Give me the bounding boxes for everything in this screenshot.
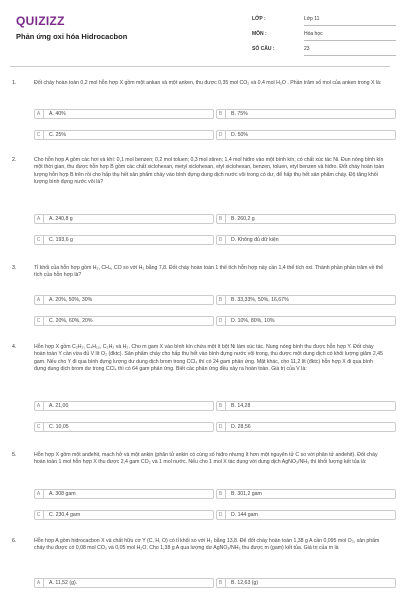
option-b[interactable]: B B. 12,63 (g) xyxy=(216,578,388,588)
question-text: Hỗn hợp X gồm một anđehit, mạch hở và một ankin (phân tử ankin có cùng số hiđro nhưng ít hơn một nguyên tử C so với phân tử anđehit). Đốt cháy hoàn toàn 1 mol hỗn hợp X thu được 2,4 gam CO₂ và 1 mol nước. Nếu cho 1 mol X tác dụng với dung dịch AgNO₃/NH₃ thì khối lượng kết tủa là: xyxy=(34,452,378,466)
question-number: 3. xyxy=(12,265,17,271)
option-d[interactable]: D D. Không đủ dữ kiện xyxy=(216,235,388,245)
question-text: Hỗn hợp A gồm hidrocacbon X và chất hữu cơ Y (C, H, O) có tỉ khối so với H₂ bằng 13,8. Để đốt cháy hoàn toàn 1,38 g A cần 0,095 mol O₂, sản phẩm cháy thu được có 0,08 mol CO₂ và 0,05 mol H₂O. Cho 1,38 g A qua lượng dư AgNO₃/NH₃ thu được m (gam) kết tủa. Giá trị của m là xyxy=(34,538,380,552)
option-a[interactable]: A A. 11,52 (g). xyxy=(34,578,206,588)
question-text: Cho hỗn hợp A gồm các hơi và khí: 0,1 mol benzen; 0,2 mol toluen; 0,3 mol stiren; 1,4 mol hiđro vào một bình kín, có chất xúc tác Ni. Đun nóng bình kín một thời gian, thu được hỗn hợp B gồm các chất xiclohexan, metyl xiclohexan, etyl xiclohexan, benzen, toluen, etyl benzen và hiđro. Đốt cháy hoàn toàn lượng hỗn hợp B trên rồi cho hấp thụ hết sản phẩm cháy vào bình đựng dung dịch nước vôi trong có dư, để hấp thụ hết sản phẩm cháy. Độ tăng khối lượng bình đựng nước vôi là? xyxy=(34,157,385,186)
question-number: 1. xyxy=(12,80,17,86)
question-number: 5. xyxy=(12,452,17,458)
option-a[interactable]: A A. 40% xyxy=(34,109,206,119)
meta-key: SỐ CÂU : xyxy=(252,46,275,52)
option-a[interactable]: A A. 308 gam xyxy=(34,489,206,499)
question-number: 4. xyxy=(12,344,17,350)
option-c[interactable]: C C. 193,6 g xyxy=(34,235,206,245)
question-text: Tỉ khối của hỗn hợp gồm H₂, CH₄, CO so với H₂ bằng 7,8. Đốt cháy hoàn toàn 1 thể tích hỗn hợp này cần 1,4 thể tích oxi. Thành phần phần trăm về thể tích của hỗn hợp là? xyxy=(34,265,384,279)
option-c[interactable]: C C. 230,4 gam xyxy=(34,510,206,520)
option-b[interactable]: B B. 260,2 g xyxy=(216,214,388,224)
meta-value: Lớp 11 xyxy=(304,16,320,22)
question-number: 2. xyxy=(12,157,17,163)
meta-underline xyxy=(304,40,396,41)
option-a[interactable]: A A. 20%, 50%, 30% xyxy=(34,295,206,305)
option-b[interactable]: B B. 33,33%, 50%, 16,67% xyxy=(216,295,388,305)
option-c[interactable]: C C. 10,05 xyxy=(34,422,206,432)
meta-key: MÔN : xyxy=(252,31,267,37)
worksheet-header xyxy=(0,0,400,62)
question-number: 6. xyxy=(12,538,17,544)
meta-value: 23 xyxy=(304,46,310,52)
worksheet-title: Phản ứng oxi hóa Hidrocacbon xyxy=(16,32,128,41)
question-text: Hỗn hợp X gồm C₂H₂, C₄H₁₀, C₂H₂ và H₂. Cho m gam X vào bình kín chứa một ít bột Ni làm xúc tác. Nung nóng bình thu được hỗn hợp Y. Đốt cháy hoàn toàn Y cần vừa đủ V lít O₂ (đktc). Sản phẩm cháy cho hấp thụ hết vào bình đựng nước vôi trong, thu được một dung dịch có khối lượng giảm 2,45 gam. Nếu cho Y đi qua bình đựng lượng dư dung dịch brom trong CCl₄ thì có 24 gam phản ứng. Mặt khác, cho 11,2 lít (đktc) hỗn hợp X đi qua bình đựng dung dịch brom dư trong CCl₄ thì có 64 gam phản ứng. Biết các phản ứng đều xảy ra hoàn toàn. Giá trị của V là: xyxy=(34,344,383,373)
option-d[interactable]: D D. 50% xyxy=(216,130,388,140)
option-d[interactable]: D D. 28,56 xyxy=(216,422,388,432)
meta-underline xyxy=(304,25,396,26)
option-a[interactable]: A A. 21,00 xyxy=(34,401,206,411)
option-a[interactable]: A A. 240,8 g xyxy=(34,214,206,224)
option-d[interactable]: D D. 10%, 80%, 10% xyxy=(216,316,388,326)
meta-value: Hóa học xyxy=(304,31,323,37)
meta-underline xyxy=(304,55,396,56)
header-divider xyxy=(10,66,390,67)
option-d[interactable]: D D. 144 gam xyxy=(216,510,388,520)
quizizz-logo: QUIZIZZ xyxy=(16,14,65,28)
option-b[interactable]: B B. 14,28 xyxy=(216,401,388,411)
meta-key: LỚP : xyxy=(252,16,266,22)
question-text: Đốt cháy hoàn toàn 0,2 mol hỗn hợp X gồm một ankan và một anken, thu được 0,35 mol CO₂ và 0,4 mol H₂O . Phần trăm số mol của anken trong X là: xyxy=(34,80,382,86)
option-b[interactable]: B B. 75% xyxy=(216,109,388,119)
option-c[interactable]: C C. 25% xyxy=(34,130,206,140)
option-b[interactable]: B B. 301,2 gam xyxy=(216,489,388,499)
option-c[interactable]: C C. 20%, 60%, 20% xyxy=(34,316,206,326)
